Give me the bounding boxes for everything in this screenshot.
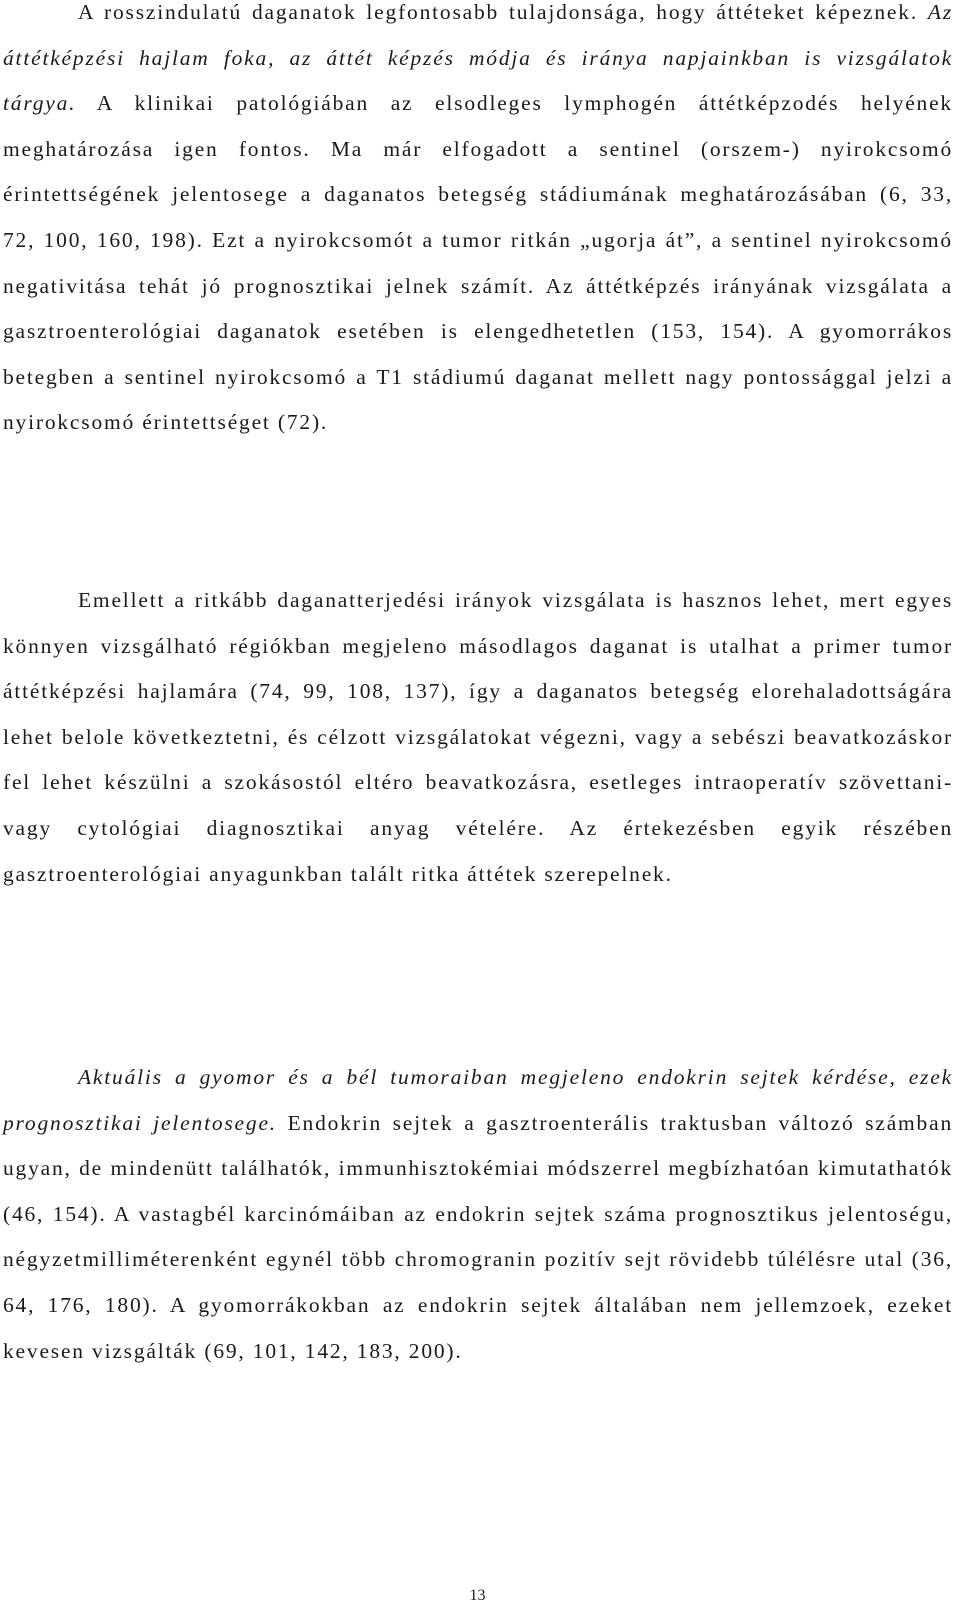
paragraph-3-segment-2: Endokrin sejtek a gasztroenterális traktusban változó számban ugyan, de mindenütt találhatók, immunhisztokémiai módszerrel megbízhatóan kimutathatók (46, 154). A vastagbél karcinómáiban az endokrin sejtek száma prognosztikus jelentoségu, négyzetmilliméterenként egynél több chromogranin pozitív sejt rövidebb túlélésre utal (36, 64, 176, 180). A gyomorrákokban az endokrin sejtek általában nem jellemzoek, ezeket kevesen vizsgálták (69, 101, 142, 183, 200). bbox=[3, 1110, 954, 1363]
paragraph-metastasis bbox=[3, 0, 953, 446]
paragraph-1-segment-3: A klinikai patológiában az elsodleges lymphogén áttétképzodés helyének meghatározása igen fontos. Ma már elfogadott a sentinel (orszem-) nyirokcsomó érintettségének jelentosege a daganatos betegség stádiumának meghatározásában (6, 33, 72, 100, 160, 198). Ezt a nyirokcsomót a tumor ritkán „ugorja át”, a sentinel nyirokcsomó negativitása tehát jó prognosztikai jelnek számít. Az áttétképzés irányának vizsgálata a gasztroenterológiai daganatok esetében is elengedhetetlen (153, 154). A gyomorrákos betegben a sentinel nyirokcsomó a T1 stádiumú daganat mellett nagy pontossággal jelzi a nyirokcsomó érintettséget (72). bbox=[3, 91, 953, 435]
paragraph-endocrine-cells bbox=[3, 1055, 953, 1374]
paragraph-1-segment-1: A rosszindulatú daganatok legfontosabb tulajdonsága, hogy áttéteket képeznek. bbox=[78, 0, 928, 24]
page-number: 13 bbox=[469, 1587, 486, 1604]
paragraph-rare-spread bbox=[3, 578, 953, 897]
paragraph-3-italic-segment: Aktuális a gyomor és a bél tumoraiban megjeleno endokrin sejtek kérdése, ezek prognosztikai jelentosege. bbox=[3, 1065, 953, 1135]
paragraph-2-segment-1: Emellett a ritkább daganatterjedési irányok vizsgálata is hasznos lehet, mert egyes könnyen vizsgálható régiókban megjeleno másodlagos daganat is utalhat a primer tumor áttétképzési hajlamára (74, 99, 108, 137), így a daganatos betegség elorehaladottságára lehet belole következtetni, és célzott vizsgálatokat végezni, vagy a sebészi beavatkozáskor fel lehet készülni a szokásostól eltéro beavatkozásra, esetleges intraoperatív szövettani- vagy cytológiai diagnosztikai anyag vételére. Az értekezésben egyik részében gasztroenterológiai anyagunkban talált ritka áttétek szerepelnek. bbox=[3, 588, 953, 886]
paragraph-1-italic-segment: Az áttétképzési hajlam foka, az áttét képzés módja és iránya napjainkban is vizsgálatok tárgya. bbox=[3, 0, 953, 116]
